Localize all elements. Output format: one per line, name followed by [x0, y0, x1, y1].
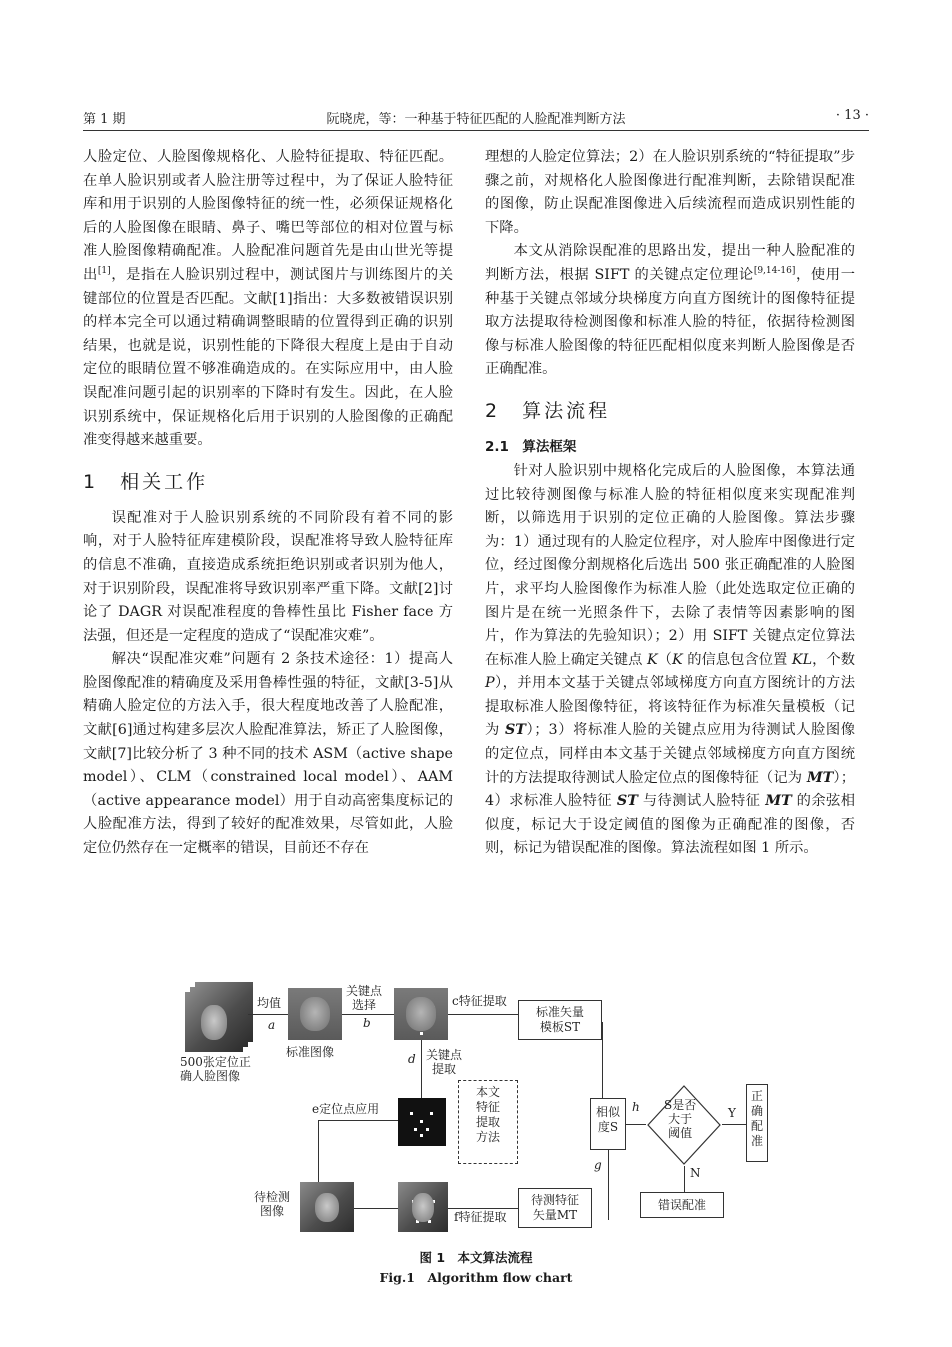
- paragraph: 解决“误配准灾难”问题有 2 条技术途径：1）提高人脸图像配准的精确度及采用鲁棒性强的特征，文献[3-5]从精确人脸定位的方法入手，很大程度地改善了人脸配准，文献[6]通过构建多层次人脸配准算法，矫正了人脸图像，文献[7]比较分析了 3 种不同的技术 ASM（active shape model）、CLM（constrained local model）、AAM（active appearance model）用于自动高密集度标记的人脸配准方法，得到了较好的配准效果，尽管如此，人脸定位仍然存在一定概率的错误，目前还不存在: [83, 651, 453, 857]
- symbol: K: [671, 651, 683, 668]
- edge-label-h: h: [632, 1100, 640, 1114]
- paragraph: [485, 240, 855, 382]
- c-feature-extract-label: c特征提取: [452, 994, 507, 1008]
- paragraph: 理想的人脸定位算法；2）在人脸识别系统的“特征提取”步骤之前，对规格化人脸图像进行配准判断，去除错误配准的图像，防止误配准图像进入后续流程而造成识别性能的下降。: [485, 149, 855, 236]
- edge-label-g: g: [594, 1158, 602, 1172]
- text: 人脸定位、人脸图像规格化、人脸特征提取、特征匹配。在单人脸识别或者人脸注册等过程中，为了保证人脸特征库和用于识别的人脸图像特征的统一性，必须保证规格化后的人脸图像在眼睛、鼻子、嘴巴等部位的相对位置与标准人脸图像精确配准。人脸配准问题首先是由山世光等提出: [83, 149, 453, 283]
- text: ，个数: [812, 651, 856, 668]
- similarity-box: 相似 度S: [590, 1098, 626, 1150]
- text: ，是指在人脸识别过程中，测试图片与训练图片的关键部位的位置是否匹配。文献[1]指出：大多数被错误识别的样本完全可以通过精确调整眼睛的位置得到正确的识别结果，也就是说，识别性能的下降很大程度上是由于自动定位的眼睛位置不够准确造成的。在实际应用中，由人脸误配准问题引起的识别率的下降时有发生。因此，在人脸识别系统中，保证规格化后用于识别的人脸图像的正确配准变得越来越重要。: [83, 266, 454, 449]
- arrow-h: [626, 1124, 646, 1125]
- yes-label: Y: [728, 1106, 736, 1120]
- edge-label-a: a: [268, 1018, 276, 1032]
- connector-g: [608, 1150, 609, 1220]
- paragraph: 误配准对于人脸识别系统的不同阶段有着不同的影响，对于人脸特征库建模阶段，误配准将导致人脸特征库的信息不准确，直接造成系统拒绝识别或者识别为他人，对于识别阶段，误配准将导致识别率严重下降。文献[2]讨论了 DAGR 对误配准程度的鲁棒性虽比 Fisher face 方法强，但还是一定程度的造成了“误配准灾难”。: [83, 509, 453, 644]
- text: ，使用一种基于关键点邻域分块梯度方向直方图统计的图像特征提取方法提取待检测图像和标准人脸的特征，依据待检测图像与标准人脸图像的特征匹配相似度来判断人脸图像是否正确配准。: [485, 266, 855, 378]
- text: 的信息包含位置: [682, 651, 792, 668]
- locating-point-markers: [398, 1098, 446, 1146]
- text: ）；3）将标准人脸的关键点应用为待测试人脸图像的定位点，同样由本文基于关键点邻域梯度方向直方图统计的方法提取待测试人脸定位点的图像特征（记为: [485, 722, 855, 786]
- symbol: KL: [791, 651, 813, 668]
- text: ）；4）求标准人脸特征: [485, 769, 855, 810]
- subsection-heading: 2.1 算法框架: [485, 438, 577, 455]
- page-number: · 13 ·: [835, 108, 869, 123]
- citation: [1]: [97, 266, 111, 277]
- arrow-e: [318, 1120, 398, 1121]
- test-image-label: 待检测 图像: [254, 1190, 291, 1218]
- running-header: [83, 108, 869, 128]
- arrow-no: [684, 1166, 685, 1192]
- standard-template-box: 标准矢量 模板ST: [518, 1000, 602, 1040]
- header-rule: [83, 130, 869, 131]
- symbol: ST: [616, 793, 638, 810]
- symbol: K: [646, 651, 658, 668]
- paragraph: [83, 146, 453, 453]
- locating-points-image: [398, 1098, 446, 1146]
- arrow-test: [354, 1208, 398, 1209]
- symbol: MT: [806, 769, 834, 786]
- text: 针对人脸识别中规格化完成后的人脸图像，本算法通过比较待测图像与标准人脸的特征相似度来实现配准判断，以筛选用于识别的定位正确的人脸图像。算法步骤为：1）通过现有的人脸定位程序，对人脸库中图像进行定位，经过图像分割规格化后选出 500 张正确配准的人脸图片，求平均人脸图像作为标准人脸（此处选取定位正确的图片是在统一光照条件下，去除了表情等因素影响的图片，作为算法的先验知识）；2）用 SIFT 关键点定位算法在标准人脸上确定关键点: [485, 462, 855, 668]
- flow-chart-figure: [170, 982, 770, 1232]
- connector-template: [602, 1022, 603, 1098]
- test-keypoint-image: [398, 1182, 448, 1232]
- standard-image-label: 标准图像: [286, 1045, 335, 1059]
- text: 与待测试人脸特征: [637, 793, 766, 810]
- symbol: MT: [765, 793, 792, 810]
- edge-label-b: b: [363, 1016, 371, 1030]
- test-image: [300, 1182, 354, 1232]
- arrow-yes: [722, 1124, 746, 1125]
- wrong-registration-box: 错误配准: [640, 1192, 724, 1218]
- citation: [9,14-16]: [753, 266, 796, 277]
- keypoint-markers: [394, 988, 448, 1040]
- standard-image: [288, 988, 342, 1040]
- test-keypoint-markers: [398, 1182, 448, 1232]
- f-feature-extract-label: f特征提取: [454, 1210, 507, 1224]
- left-column: [83, 146, 453, 861]
- section-heading-2: 2 算法流程: [485, 399, 611, 422]
- text: ），并用本文基于关键点邻域梯度方向直方图统计的方法提取标准人脸图像特征，将该特征作为标准矢量模板（记为: [485, 675, 855, 739]
- text: 本文从消除误配准的思路出发，提出一种人脸配准的判断方法，根据 SIFT 的关键点定位理论: [485, 243, 855, 283]
- right-column: [485, 146, 855, 861]
- figure-caption-en: Fig.1 Algorithm flow chart: [379, 1270, 573, 1285]
- arrow-a: [248, 1014, 288, 1015]
- keypoint-select-label: 关键点 选择: [346, 984, 383, 1012]
- e-locate-label: e定位点应用: [312, 1102, 380, 1116]
- edge-label-d: d: [408, 1052, 416, 1066]
- arrow-b: [342, 1014, 394, 1015]
- arrow-c: [448, 1014, 518, 1015]
- no-label: N: [690, 1166, 701, 1180]
- paragraph: [485, 460, 855, 861]
- symbol: ST: [504, 722, 526, 739]
- keypoint-image: [394, 988, 448, 1040]
- figure-caption-cn: 图 1 本文算法流程: [419, 1250, 533, 1265]
- decision-label: S是否 大于 阈值: [664, 1098, 697, 1140]
- arrow-d: [421, 1040, 422, 1098]
- section-heading-1: 1 相关工作: [83, 470, 209, 493]
- running-title: 阮晓虎，等：一种基于特征匹配的人脸配准判断方法: [326, 112, 626, 127]
- keypoint-extract-label: 关键点 提取: [426, 1048, 463, 1076]
- correct-registration-box: 正 确 配 准: [746, 1084, 768, 1162]
- issue-number: 第 1 期: [83, 112, 126, 127]
- method-box: 本文 特征 提取 方法: [458, 1080, 518, 1164]
- text: （: [657, 651, 672, 668]
- text: 的余弦相似度，标记大于设定阈值的图像为正确配准的图像，否则，标记为错误配准的图像。算法流程如图 1 所示。: [485, 793, 856, 857]
- symbol: P: [485, 675, 495, 692]
- mean-label: 均值: [257, 996, 282, 1010]
- source-label: 500张定位正 确人脸图像: [180, 1055, 251, 1083]
- test-feature-box: 待测特征 矢量MT: [518, 1188, 592, 1228]
- arrow-f: [448, 1208, 518, 1209]
- face-stack-image: [185, 992, 243, 1052]
